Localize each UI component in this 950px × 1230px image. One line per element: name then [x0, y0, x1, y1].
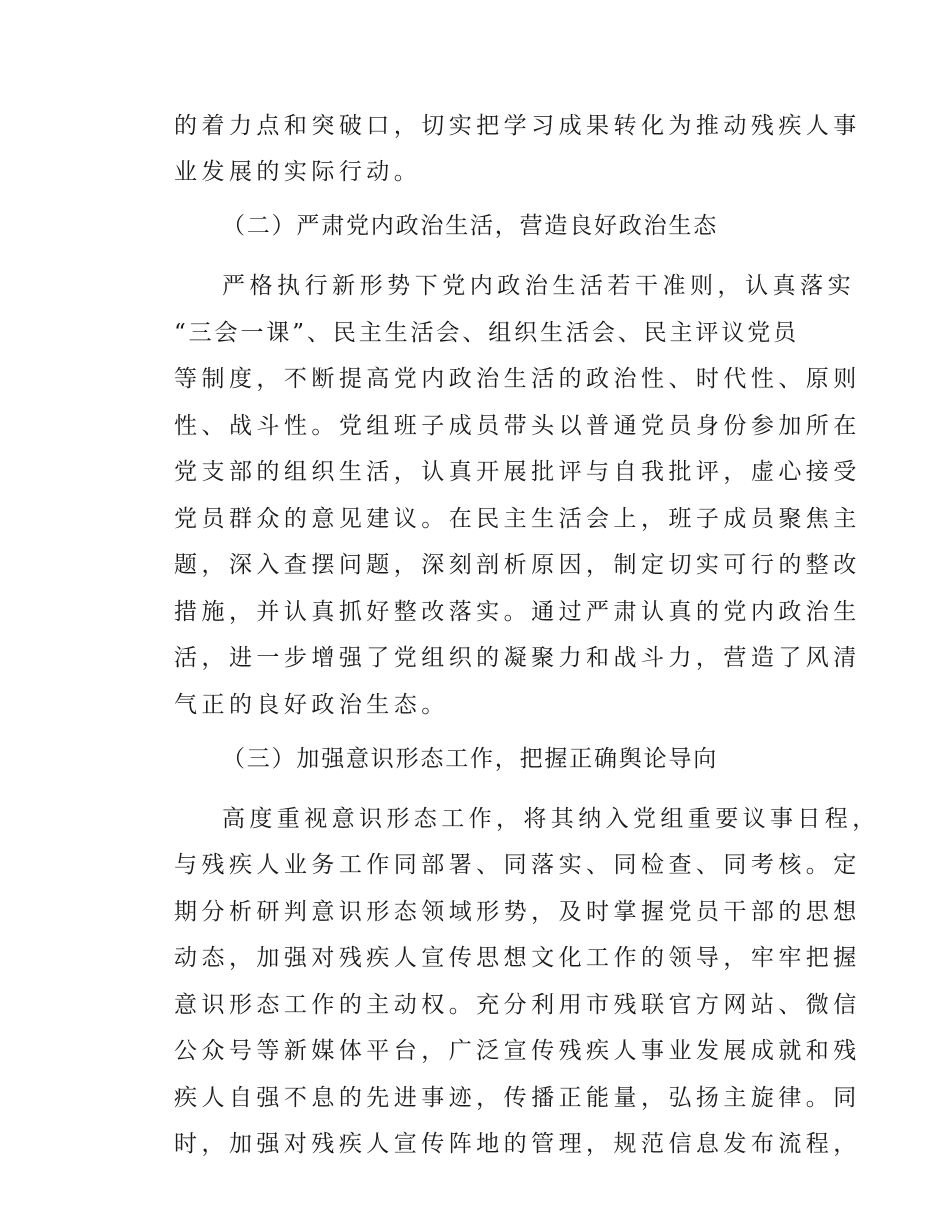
text-line: [0, 1078, 950, 1118]
line-text: 业发展的实际行动。: [174, 159, 422, 185]
line-text: 严格执行新形势下党内政治生活若干准则，认真落实: [222, 273, 856, 299]
line-text: 党支部的组织生活，认真开展批评与自我批评，虚心接受: [174, 459, 861, 485]
paragraph-first-line: [0, 799, 950, 839]
text-line: [0, 1031, 950, 1071]
text-line: [0, 938, 950, 978]
line-text: 动态，加强对残疾人宣传思想文化工作的领导，牢牢把握: [174, 945, 861, 971]
line-text: 期分析研判意识形态领域形势，及时掌握党员干部的思想: [174, 899, 861, 925]
line-text: 活，进一步增强了党组织的凝聚力和战斗力，营造了风清: [174, 645, 861, 671]
section-heading: [0, 739, 950, 779]
text-line: [0, 359, 950, 399]
line-text: 疾人自强不息的先进事迹，传播正能量，弘扬主旋律。同: [174, 1085, 861, 1111]
line-text: 措施，并认真抓好整改落实。通过严肃认真的党内政治生: [174, 599, 861, 625]
paragraph-first-line: [0, 266, 950, 306]
text-line: [0, 592, 950, 632]
heading-text: （三）加强意识形态工作，把握正确舆论导向: [222, 746, 718, 772]
text-line: [0, 685, 950, 725]
line-text: 党员群众的意见建议。在民主生活会上，班子成员聚焦主: [174, 506, 861, 532]
line-text: 公众号等新媒体平台，广泛宣传残疾人事业发展成就和残: [174, 1038, 861, 1064]
text-line: [0, 406, 950, 446]
text-line: [0, 892, 950, 932]
heading-text: （二）严肃党内政治生活，营造良好政治生态: [222, 213, 718, 239]
section-heading: [0, 206, 950, 246]
line-text: 意识形态工作的主动权。充分利用市残联官方网站、微信: [174, 992, 861, 1018]
text-line: [0, 499, 950, 539]
text-line: [0, 152, 950, 192]
line-text: 气正的良好政治生态。: [174, 692, 449, 718]
text-line: [0, 845, 950, 885]
line-text: 等制度，不断提高党内政治生活的政治性、时代性、原则: [174, 366, 861, 392]
text-line: [0, 106, 950, 146]
text-line: [0, 313, 950, 353]
line-text: “三会一课”、民主生活会、组织生活会、民主评议党员: [174, 320, 800, 346]
line-text: 与残疾人业务工作同部署、同落实、同检查、同考核。定: [174, 852, 861, 878]
text-line: [0, 452, 950, 492]
line-text: 题，深入查摆问题，深刻剖析原因，制定切实可行的整改: [174, 552, 861, 578]
text-line: [0, 638, 950, 678]
line-text: 性、战斗性。党组班子成员带头以普通党员身份参加所在: [174, 413, 861, 439]
line-text: 时，加强对残疾人宣传阵地的管理，规范信息发布流程，: [174, 1131, 861, 1157]
text-line: [0, 1124, 950, 1164]
line-text: 高度重视意识形态工作，将其纳入党组重要议事日程，: [222, 806, 880, 832]
text-line: [0, 985, 950, 1025]
line-text: 的着力点和突破口，切实把学习成果转化为推动残疾人事: [174, 113, 861, 139]
text-line: [0, 545, 950, 585]
